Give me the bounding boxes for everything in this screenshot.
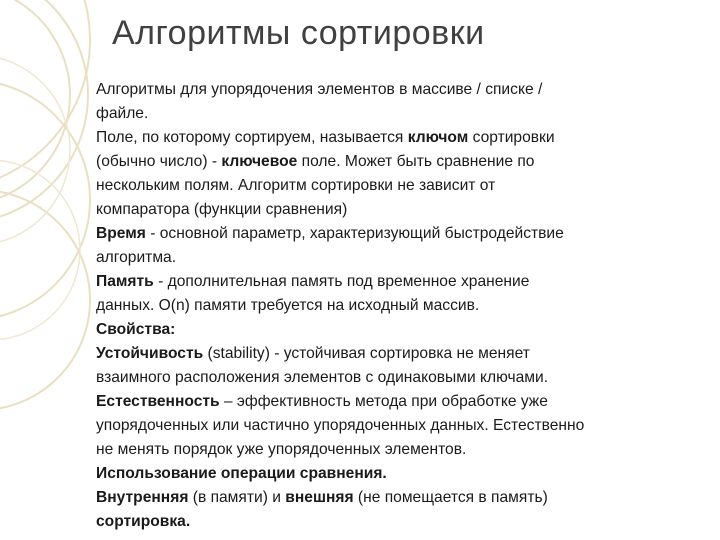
bold-term: ключевое	[221, 153, 298, 170]
text-segment: - дополнительная память под временное хранение	[153, 273, 530, 290]
text-segment: – эффективность метода при обработке уже	[219, 393, 548, 410]
bold-term: ключом	[407, 129, 469, 146]
bold-term: Память	[96, 273, 154, 290]
text-line	[96, 126, 706, 150]
text-line	[96, 318, 706, 342]
bold-term: Свойства:	[96, 321, 176, 338]
text-line	[96, 438, 706, 462]
text-line	[96, 222, 706, 246]
text-segment: не менять порядок уже упорядоченных элементов.	[96, 441, 467, 458]
bold-term: Использование операции сравнения.	[96, 465, 387, 482]
text-segment: взаимного расположения элементов с одинаковыми ключами.	[96, 369, 549, 386]
bold-term: Внутренняя	[96, 489, 189, 506]
text-line	[96, 462, 706, 486]
bold-term: внешняя	[285, 489, 354, 506]
text-line	[96, 174, 706, 198]
bold-term: сортировка.	[96, 513, 191, 530]
text-segment: (в памяти) и	[188, 489, 286, 506]
text-line	[96, 366, 706, 390]
text-segment: (не помещается в память)	[353, 489, 548, 506]
slide-body	[96, 78, 706, 534]
text-segment: Алгоритмы для упорядочения элементов в массиве / списке /	[96, 81, 543, 98]
text-line	[96, 150, 706, 174]
text-line	[96, 414, 706, 438]
text-segment: упорядоченных или частично упорядоченных данных. Естественно	[96, 417, 585, 434]
text-segment: (stability) - устойчивая сортировка не меняет	[203, 345, 530, 362]
text-line	[96, 102, 706, 126]
text-line	[96, 270, 706, 294]
text-line	[96, 510, 706, 534]
text-segment: нескольким полям. Алгоритм сортировки не зависит от	[96, 177, 496, 194]
text-line	[96, 294, 706, 318]
text-line	[96, 390, 706, 414]
text-line	[96, 246, 706, 270]
text-segment: Поле, по которому сортируем, называется	[96, 129, 408, 146]
text-line	[96, 198, 706, 222]
text-segment: компаратора (функции сравнения)	[96, 201, 348, 218]
text-segment: файле.	[96, 105, 149, 122]
text-line	[96, 78, 706, 102]
text-segment: (обычно число) -	[96, 153, 222, 170]
bold-term: Устойчивость	[96, 345, 204, 362]
text-line	[96, 486, 706, 510]
text-line	[96, 342, 706, 366]
text-segment: поле. Может быть сравнение по	[297, 153, 535, 170]
bold-term: Естественность	[96, 393, 220, 410]
text-segment: - основной параметр, характеризующий быстродействие	[145, 225, 564, 242]
bold-term: Время	[96, 225, 146, 242]
text-segment: данных. O(n) памяти требуется на исходный массив.	[96, 297, 480, 314]
slide-title: Алгоритмы сортировки	[112, 14, 485, 52]
text-segment: сортировки	[468, 129, 555, 146]
text-segment: алгоритма.	[96, 249, 177, 266]
